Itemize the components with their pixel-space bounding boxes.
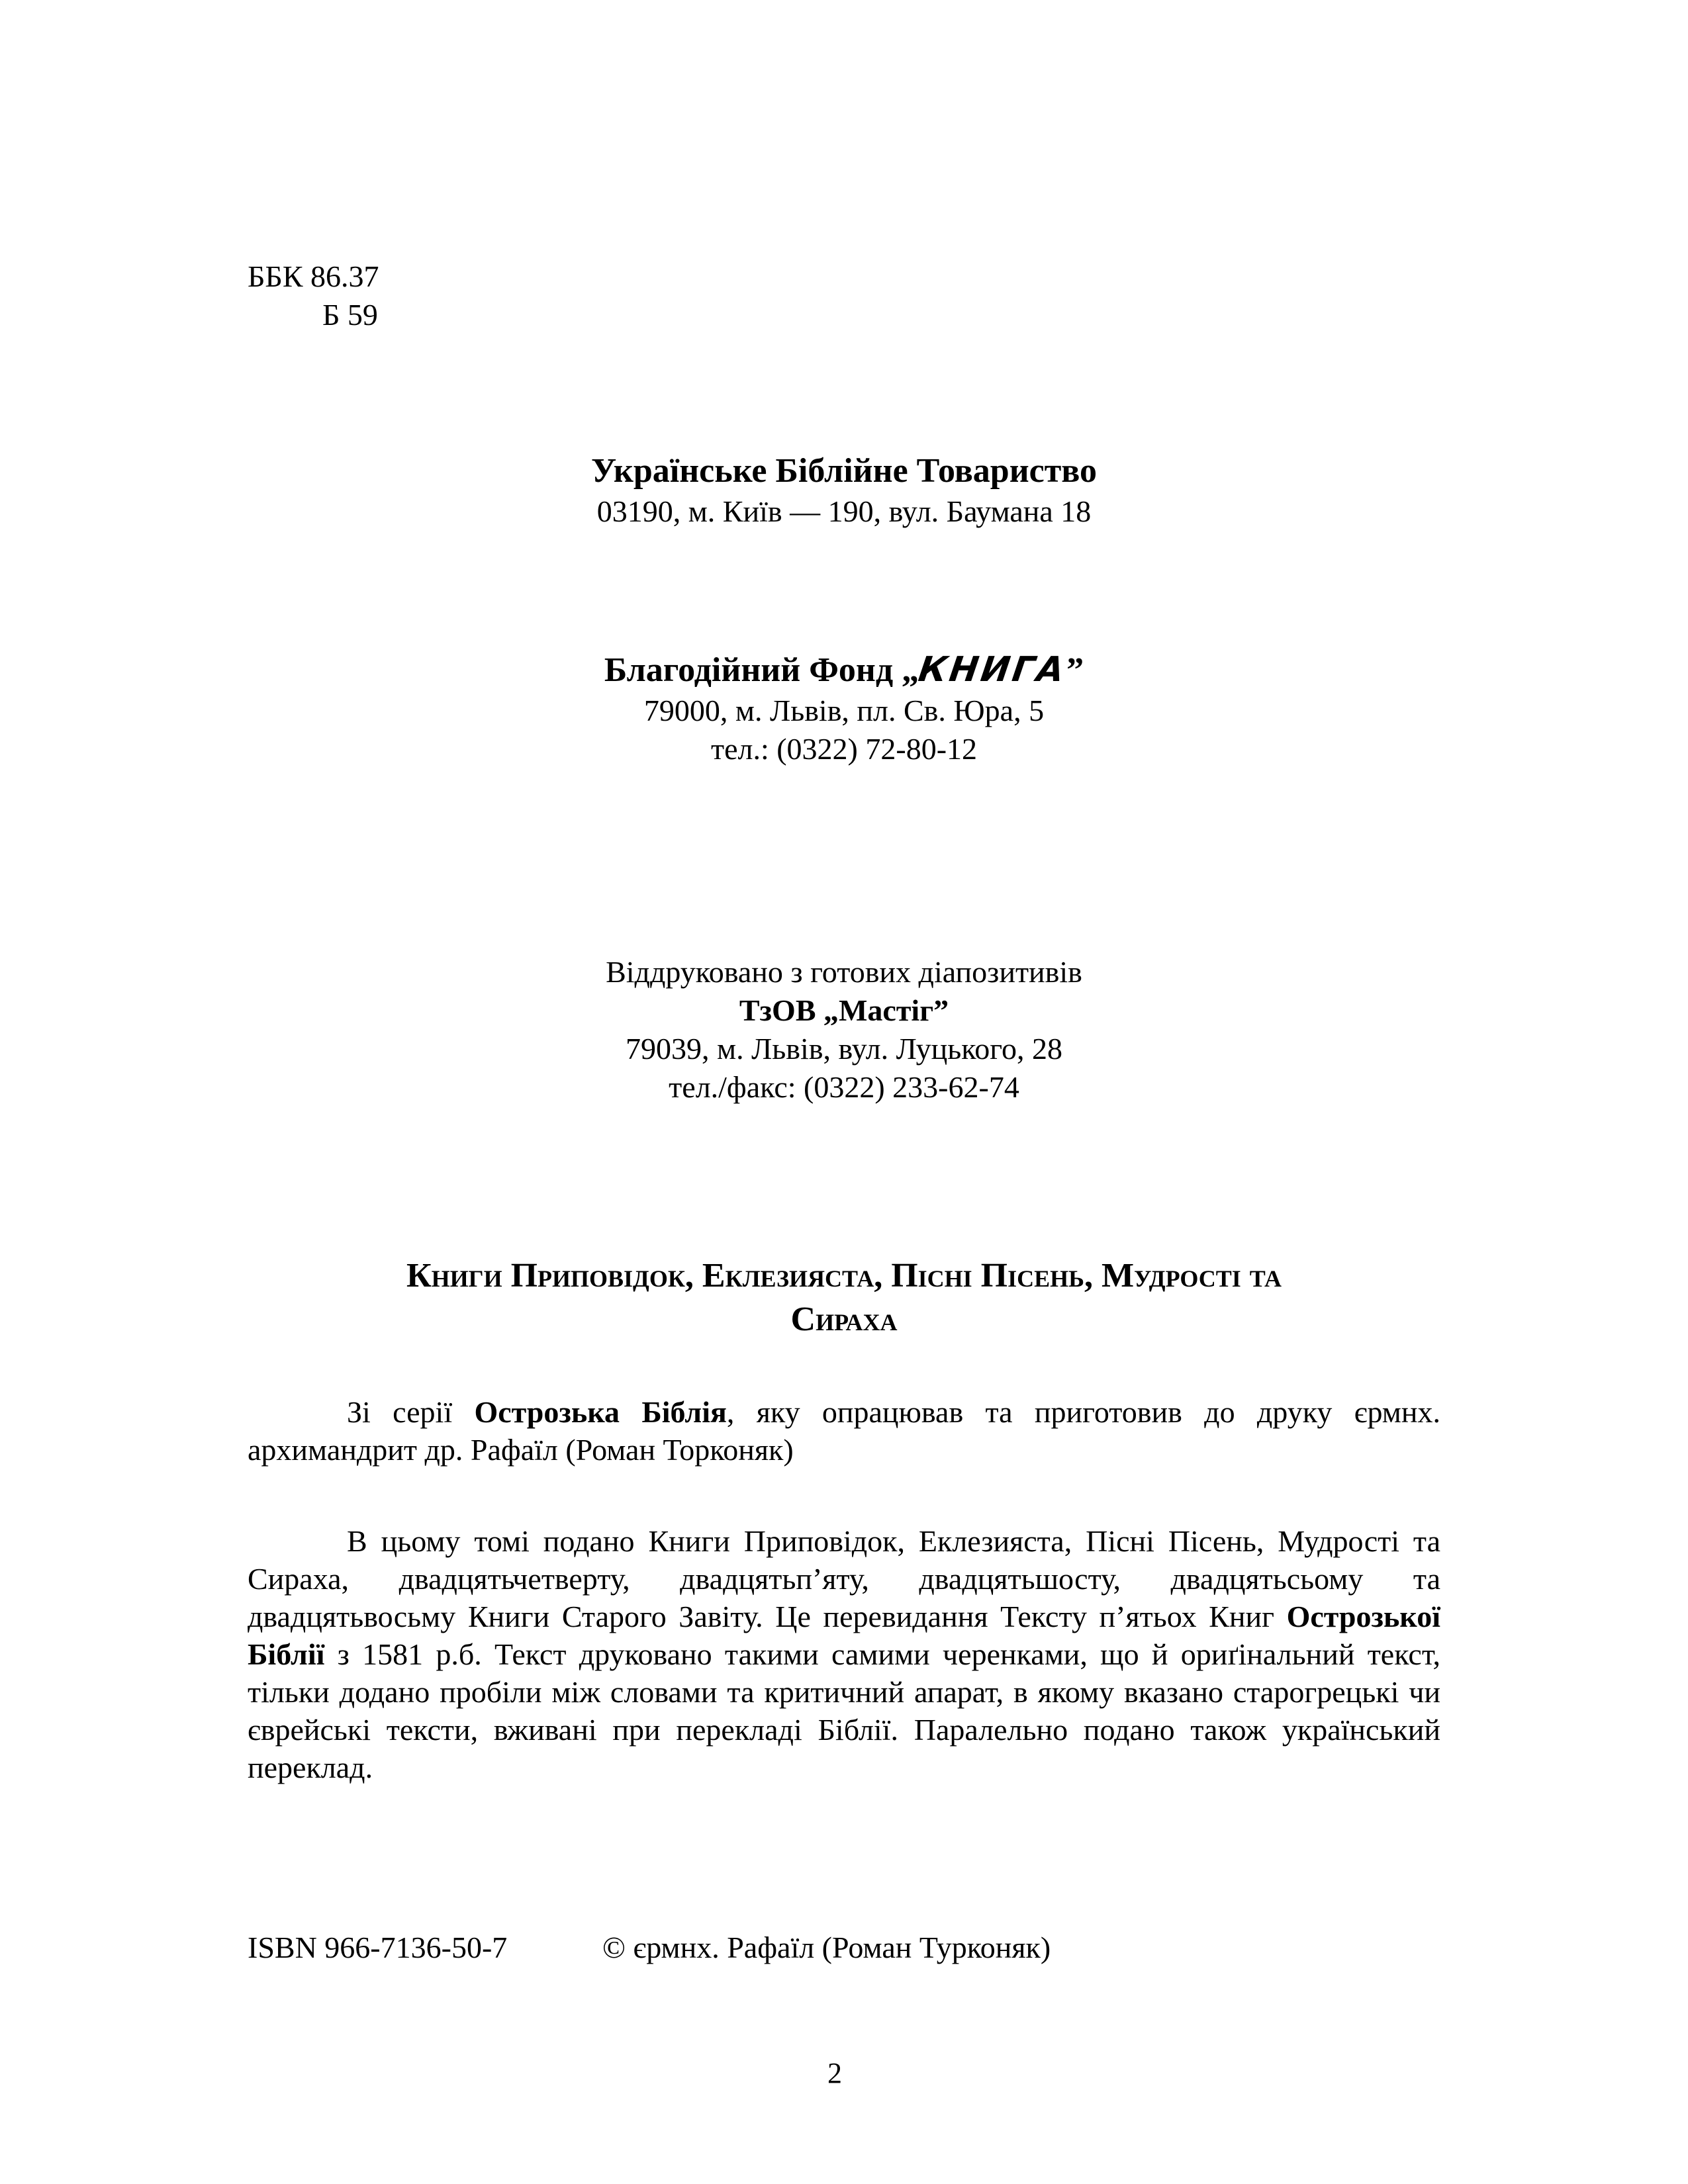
printer-name: ТзОВ „Мастіг” [739,993,949,1027]
foundation-phone: тел.: (0322) 72-80-12 [710,732,978,766]
kniga-logo: КНИГА [915,650,1070,690]
printer-block [265,953,1423,1107]
book-title-line-1: Книги Приповідок, Еклезияста, Пісні Пісень, Мудрості та [406,1257,1282,1295]
publisher-address: 03190, м. Київ — 190, вул. Баумана 18 [596,494,1092,528]
printer-address: 79039, м. Львів, вул. Луцького, 28 [626,1032,1062,1066]
contents-part-2: з 1581 р.б. Текст друковано такими самими черенками, що й ориґінальний текст, тільки додано пробіли між словами та критичний апарат, в якому вказано старогрецькі чи єврейські тексти, вживані при перекладі Біблії. Паралельно подано також український переклад. [248,1637,1440,1784]
contents-bold: Острозької Біблії [248,1600,1440,1671]
series-name: Острозька Біблія [474,1395,727,1429]
foundation-name-suffix: ” [1066,651,1084,689]
foundation-name-prefix: Благодійний Фонд „ [604,651,919,689]
publisher-block [265,450,1423,531]
series-rest: , яку опрацював та приготовив до друку єрмнх. архимандрит др. Рафаїл (Роман Торконяк) [248,1395,1441,1467]
contents-part-1: В цьому томі подано Книги Приповідок, Еклезияста, Пісні Пісень, Мудрості та Сираха, двадцятьчетверту, двадцятьп’яту, двадцятьшосту, двадцятьсьому та двадцятьвосьму Книги Старого Завіту. Це перевидання Тексту п’ятьох Книг [248,1524,1440,1633]
bbk-code: ББК 86.37 [248,259,379,293]
book-title-line-2: Сираха [790,1300,898,1338]
foundation-name [265,649,1423,692]
copyright-notice: © єрмнх. Рафаїл (Роман Турконяк) [602,1931,1051,1964]
printer-phone: тел./факс: (0322) 233-62-74 [669,1070,1019,1104]
series-paragraph [248,1393,1440,1469]
printer-intro: Віддруковано з готових діапозитивів [606,955,1082,989]
page-number: 2 [827,2057,842,2089]
isbn: ISBN 966-7136-50-7 [248,1931,508,1964]
contents-paragraph [248,1522,1440,1786]
publisher-name: Українське Біблійне Товариство [590,452,1098,490]
foundation-block [265,649,1423,768]
author-mark: Б 59 [322,298,378,332]
series-lead: Зі серії [347,1395,475,1429]
book-title [248,1254,1440,1342]
foundation-address: 79000, м. Львів, пл. Св. Юра, 5 [643,694,1045,727]
